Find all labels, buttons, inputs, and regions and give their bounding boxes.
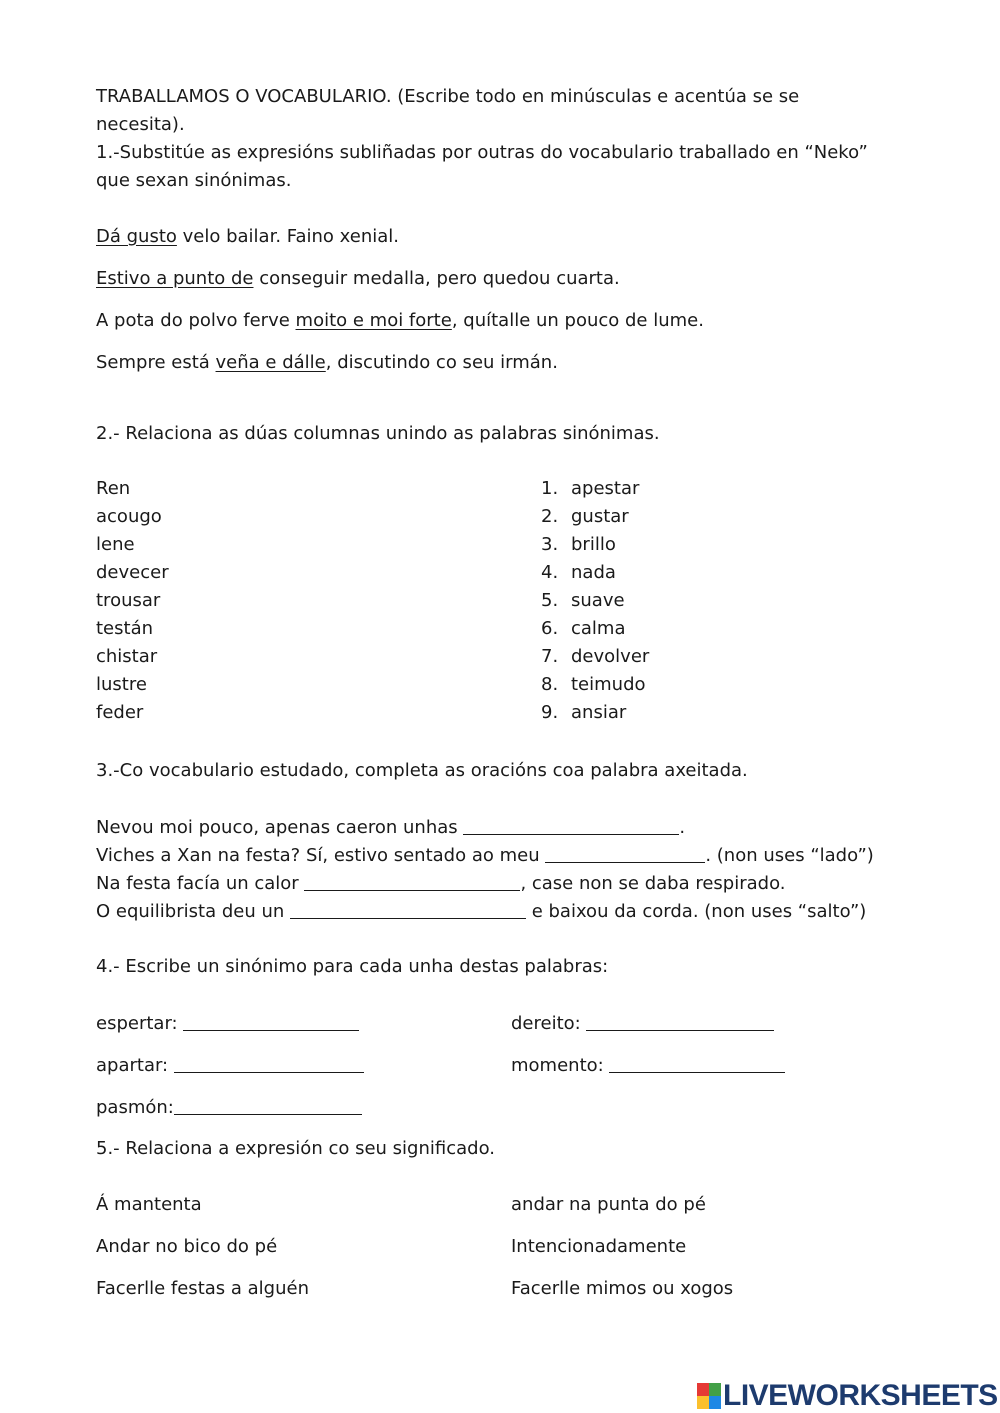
item-number: 4. bbox=[541, 562, 559, 583]
sentence-post: , case non se daba respirado. bbox=[520, 873, 786, 894]
synonym-word: teimudo bbox=[571, 674, 646, 695]
sentence-post: , quítalle un pouco de lume. bbox=[451, 310, 704, 331]
instructions-line-2: necesita). bbox=[96, 114, 185, 135]
exercise-1-sentence bbox=[96, 226, 399, 248]
item-number: 2. bbox=[541, 506, 559, 527]
synonym-item[interactable] bbox=[541, 534, 649, 562]
answer-blank[interactable] bbox=[174, 1054, 364, 1073]
answer-blank[interactable] bbox=[290, 900, 526, 919]
synonym-item[interactable] bbox=[541, 618, 649, 646]
word-item[interactable]: lustre bbox=[96, 674, 147, 695]
word-item[interactable]: devecer bbox=[96, 562, 169, 583]
exercise-1-title-line-2: que sexan sinónimas. bbox=[96, 170, 292, 191]
exercise-3-sentence bbox=[96, 844, 874, 867]
answer-blank[interactable] bbox=[545, 844, 705, 863]
word-item[interactable]: feder bbox=[96, 702, 144, 723]
synonym-item[interactable] bbox=[541, 506, 649, 534]
underlined-expression: Estivo a punto de bbox=[96, 268, 254, 289]
exercise-2-title: 2.- Relaciona as dúas columnas unindo as palabras sinónimas. bbox=[96, 423, 660, 444]
item-number: 5. bbox=[541, 590, 559, 611]
item-number: 6. bbox=[541, 618, 559, 639]
synonym-word: brillo bbox=[571, 534, 616, 555]
exercise-1-sentence bbox=[96, 310, 704, 332]
synonym-item[interactable] bbox=[541, 646, 649, 674]
field-label: apartar: bbox=[96, 1055, 174, 1076]
synonym-word: devolver bbox=[571, 646, 650, 667]
field-label: momento: bbox=[511, 1055, 610, 1076]
exercise-3-sentence bbox=[96, 816, 685, 839]
field-label: espertar: bbox=[96, 1013, 184, 1034]
item-number: 1. bbox=[541, 478, 559, 499]
exercise-1-sentence bbox=[96, 268, 620, 290]
answer-blank[interactable] bbox=[463, 816, 679, 835]
underlined-expression: moito e moi forte bbox=[295, 310, 452, 331]
word-item[interactable]: Ren bbox=[96, 478, 131, 499]
synonym-word: suave bbox=[571, 590, 625, 611]
synonym-word: calma bbox=[571, 618, 626, 639]
liveworksheets-logo bbox=[697, 1380, 998, 1412]
sentence-pre: A pota do polvo ferve bbox=[96, 310, 296, 331]
synonym-field-momento bbox=[511, 1054, 785, 1077]
logo-square-red bbox=[697, 1383, 709, 1396]
word-item[interactable]: chistar bbox=[96, 646, 158, 667]
meaning-item[interactable]: Intencionadamente bbox=[511, 1236, 687, 1257]
exercise-1-sentence bbox=[96, 352, 558, 374]
sentence-pre: O equilibrista deu un bbox=[96, 901, 290, 922]
expression-item[interactable]: Á mantenta bbox=[96, 1194, 202, 1215]
synonym-field-pasmon bbox=[96, 1096, 362, 1119]
underlined-expression: veña e dálle bbox=[215, 352, 326, 373]
field-label: dereito: bbox=[511, 1013, 587, 1034]
sentence-pre: Viches a Xan na festa? Sí, estivo sentado ao meu bbox=[96, 845, 546, 866]
logo-square-green bbox=[709, 1383, 721, 1396]
exercise-3-sentence bbox=[96, 900, 866, 923]
item-number: 7. bbox=[541, 646, 559, 667]
item-number: 8. bbox=[541, 674, 559, 695]
synonym-item[interactable] bbox=[541, 562, 649, 590]
word-item[interactable]: testán bbox=[96, 618, 154, 639]
sentence-pre: Na festa facía un calor bbox=[96, 873, 305, 894]
synonym-item[interactable] bbox=[541, 702, 649, 730]
synonym-item[interactable] bbox=[541, 674, 649, 702]
item-number: 3. bbox=[541, 534, 559, 555]
logo-badge-icon bbox=[697, 1383, 721, 1409]
word-item[interactable]: acougo bbox=[96, 506, 162, 527]
exercise-3-title: 3.-Co vocabulario estudado, completa as oracións coa palabra axeitada. bbox=[96, 760, 748, 781]
expression-item[interactable]: Facerlle festas a alguén bbox=[96, 1278, 309, 1299]
logo-square-yellow bbox=[697, 1396, 709, 1409]
field-label: pasmón: bbox=[96, 1097, 174, 1118]
logo-square-blue bbox=[709, 1396, 721, 1409]
synonym-word: apestar bbox=[571, 478, 640, 499]
synonym-word: nada bbox=[571, 562, 616, 583]
word-item[interactable]: trousar bbox=[96, 590, 161, 611]
exercise-5-title: 5.- Relaciona a expresión co seu significado. bbox=[96, 1138, 495, 1159]
item-number: 9. bbox=[541, 702, 559, 723]
sentence-pre: Sempre está bbox=[96, 352, 216, 373]
answer-blank[interactable] bbox=[586, 1012, 774, 1031]
synonym-field-espertar bbox=[96, 1012, 359, 1035]
sentence-pre: Nevou moi pouco, apenas caeron unhas bbox=[96, 817, 464, 838]
synonym-item[interactable] bbox=[541, 590, 649, 618]
synonym-item[interactable] bbox=[541, 478, 649, 506]
meaning-item[interactable]: Facerlle mimos ou xogos bbox=[511, 1278, 734, 1299]
exercise-1-title-line-1: 1.-Substitúe as expresións subliñadas por outras do vocabulario traballado en “Neko” bbox=[96, 142, 868, 163]
exercise-2-right-column bbox=[541, 478, 649, 730]
sentence-post: conseguir medalla, pero quedou cuarta. bbox=[253, 268, 620, 289]
exercise-2-left-column bbox=[96, 478, 169, 730]
answer-blank[interactable] bbox=[609, 1054, 785, 1073]
answer-blank[interactable] bbox=[304, 872, 520, 891]
synonym-field-apartar bbox=[96, 1054, 364, 1077]
exercise-3-sentence bbox=[96, 872, 786, 895]
synonym-word: gustar bbox=[571, 506, 629, 527]
sentence-post: . bbox=[679, 817, 686, 838]
exercise-4-title: 4.- Escribe un sinónimo para cada unha destas palabras: bbox=[96, 956, 609, 977]
meaning-item[interactable]: andar na punta do pé bbox=[511, 1194, 706, 1215]
sentence-post: . (non uses “lado”) bbox=[705, 845, 874, 866]
underlined-expression: Dá gusto bbox=[96, 226, 177, 247]
logo-text: LIVEWORKSHEETS bbox=[723, 1379, 998, 1412]
synonym-field-dereito bbox=[511, 1012, 774, 1035]
sentence-post: e baixou da corda. (non uses “salto”) bbox=[525, 901, 867, 922]
expression-item[interactable]: Andar no bico do pé bbox=[96, 1236, 278, 1257]
synonym-word: ansiar bbox=[571, 702, 627, 723]
answer-blank[interactable] bbox=[183, 1012, 359, 1031]
answer-blank[interactable] bbox=[174, 1096, 362, 1115]
sentence-post: velo bailar. Faino xenial. bbox=[176, 226, 399, 247]
instructions-line-1: TRABALLAMOS O VOCABULARIO. (Escribe todo en minúsculas e acentúa se se bbox=[96, 86, 800, 107]
sentence-post: , discutindo co seu irmán. bbox=[325, 352, 558, 373]
word-item[interactable]: lene bbox=[96, 534, 135, 555]
